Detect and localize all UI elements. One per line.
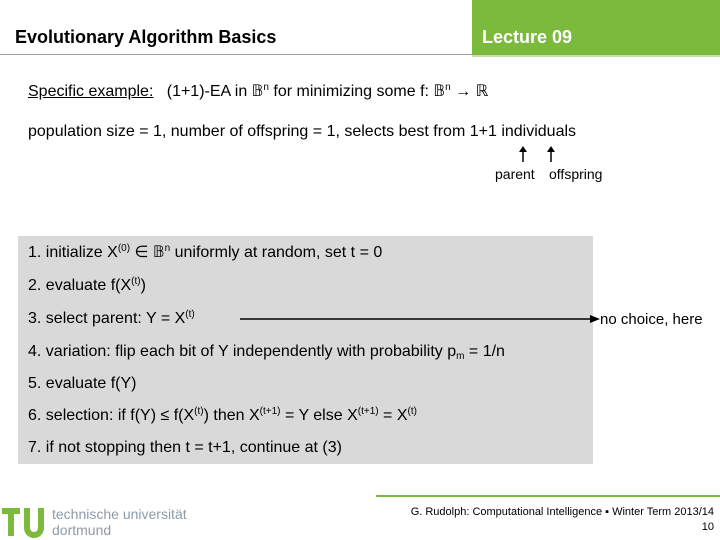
step-1-sup2: n <box>164 243 171 254</box>
step-6-b: ) then X <box>203 407 260 424</box>
intro-label: Specific example: <box>28 83 154 100</box>
intro-text-a: (1+1)-EA in <box>166 83 252 100</box>
population-line: population size = 1, number of offspring = 1, selects best from 1+1 individuals <box>28 123 577 140</box>
intro-set-b2: 𝔹 <box>433 83 446 100</box>
step-6-sup4: (t) <box>407 406 417 417</box>
step-7 <box>28 439 342 457</box>
intro-sup-n2: n <box>445 82 451 93</box>
parent-label: parent <box>495 166 535 182</box>
step-5-a: 5. evaluate f(Y) <box>28 375 137 392</box>
intro-set-r: ℝ <box>475 83 489 100</box>
tu-logo-icon <box>0 504 48 540</box>
step-1-a: 1. initialize X <box>28 244 118 261</box>
step-6-sup2: (t+1) <box>259 406 281 417</box>
intro-arrow: → <box>450 83 476 100</box>
step-1-sup: (0) <box>117 243 131 254</box>
intro-line <box>28 81 488 101</box>
step-4-sub: m <box>456 351 465 362</box>
footer-rule <box>376 495 720 497</box>
intro-set-b: 𝔹 <box>251 83 264 100</box>
step-6-a: 6. selection: if f(Y) ≤ f(X <box>28 407 195 424</box>
slide-title: Evolutionary Algorithm Basics <box>15 27 277 47</box>
logo-line-2: dortmund <box>52 522 112 538</box>
step-2-a: 2. evaluate f(X <box>28 277 132 294</box>
step-4-b: = 1/n <box>464 343 505 360</box>
page-number: 10 <box>701 521 714 533</box>
step-3-a: 3. select parent: Y = X <box>28 310 186 327</box>
step-3 <box>28 310 195 328</box>
step-1-c: uniformly at random, set t = 0 <box>170 244 383 261</box>
step-1-b: ∈ 𝔹 <box>130 244 165 261</box>
step-3-sup: (t) <box>185 309 195 320</box>
step-2 <box>28 277 146 295</box>
lecture-label: Lecture 09 <box>482 27 573 47</box>
header-stripe <box>472 55 720 57</box>
step-4-a: 4. variation: flip each bit of Y independently with probability p <box>28 343 457 360</box>
step-5 <box>28 375 137 393</box>
step-2-b: ) <box>140 277 146 294</box>
offspring-label: offspring <box>549 166 603 182</box>
step-6-d: = X <box>378 407 408 424</box>
parent-arrow-icon <box>517 146 529 162</box>
university-logo <box>0 504 200 540</box>
step-1 <box>28 242 382 262</box>
step-6 <box>28 407 417 425</box>
intro-text-b: for minimizing some f: <box>268 83 434 100</box>
intro-sup-n: n <box>263 82 269 93</box>
step-6-c: = Y else X <box>280 407 358 424</box>
no-choice-annotation: no choice, here <box>600 311 703 328</box>
step-4 <box>28 343 505 361</box>
offspring-arrow-icon <box>545 146 557 162</box>
step-7-a: 7. if not stopping then t = t+1, continue at (3) <box>28 439 342 456</box>
logo-line-1: technische universität <box>52 506 187 522</box>
step-6-sup3: (t+1) <box>357 406 379 417</box>
step-6-sup: (t) <box>194 406 204 417</box>
no-choice-arrow-icon <box>240 313 600 325</box>
step-2-sup: (t) <box>131 276 141 287</box>
footer-credit: G. Rudolph: Computational Intelligence ▪ Winter Term 2013/14 <box>410 506 714 518</box>
